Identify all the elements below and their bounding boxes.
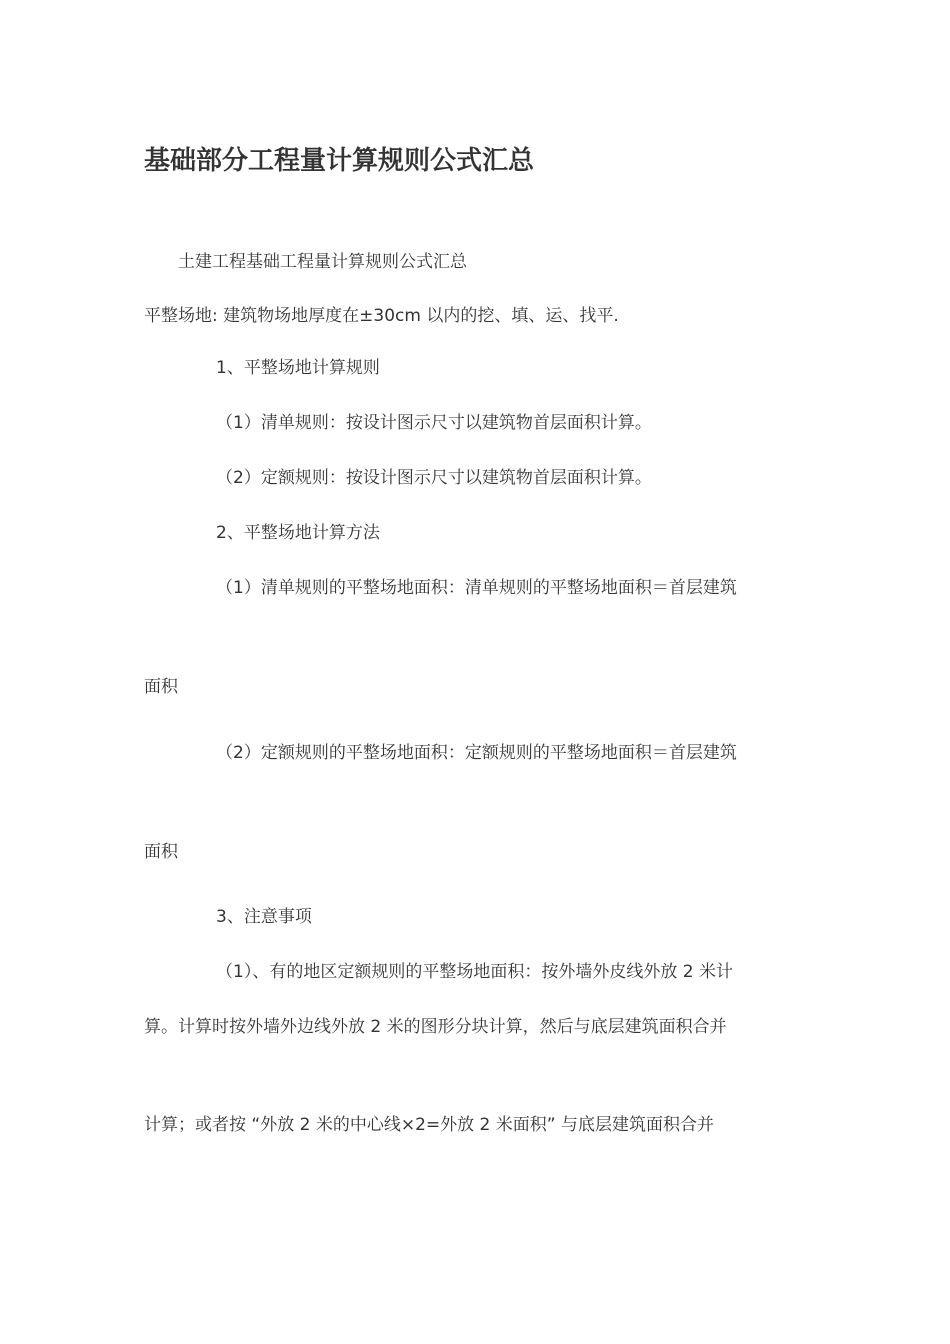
section-3-item-1-line-1: （1）、有的地区定额规则的平整场地面积：按外墙外皮线外放 2 米计 <box>216 962 733 982</box>
document-subtitle: 土建工程基础工程量计算规则公式汇总 <box>178 252 467 272</box>
document-title: 基础部分工程量计算规则公式汇总 <box>144 146 535 176</box>
section-2-item-1-line-1: （1）清单规则的平整场地面积：清单规则的平整场地面积＝首层建筑 <box>216 578 737 598</box>
section-2-item-1-line-2: 面积 <box>144 677 178 697</box>
section-3-heading: 3、注意事项 <box>216 907 312 927</box>
section-2-item-2-line-1: （2）定额规则的平整场地面积：定额规则的平整场地面积＝首层建筑 <box>216 743 737 763</box>
section-1-item-1: （1）清单规则：按设计图示尺寸以建筑物首层面积计算。 <box>216 413 652 433</box>
definition-paragraph: 平整场地: 建筑物场地厚度在±30cm 以内的挖、填、运、找平. <box>144 306 619 326</box>
section-1-item-2: （2）定额规则：按设计图示尺寸以建筑物首层面积计算。 <box>216 468 652 488</box>
section-2-item-2-line-2: 面积 <box>144 842 178 862</box>
section-3-item-1-line-2: 算。计算时按外墙外边线外放 2 米的图形分块计算，然后与底层建筑面积合并 <box>144 1017 727 1037</box>
section-3-item-1-line-3: 计算；或者按 “外放 2 米的中心线×2=外放 2 米面积” 与底层建筑面积合并 <box>144 1115 714 1135</box>
section-2-heading: 2、平整场地计算方法 <box>216 523 380 543</box>
section-1-heading: 1、平整场地计算规则 <box>216 358 380 378</box>
